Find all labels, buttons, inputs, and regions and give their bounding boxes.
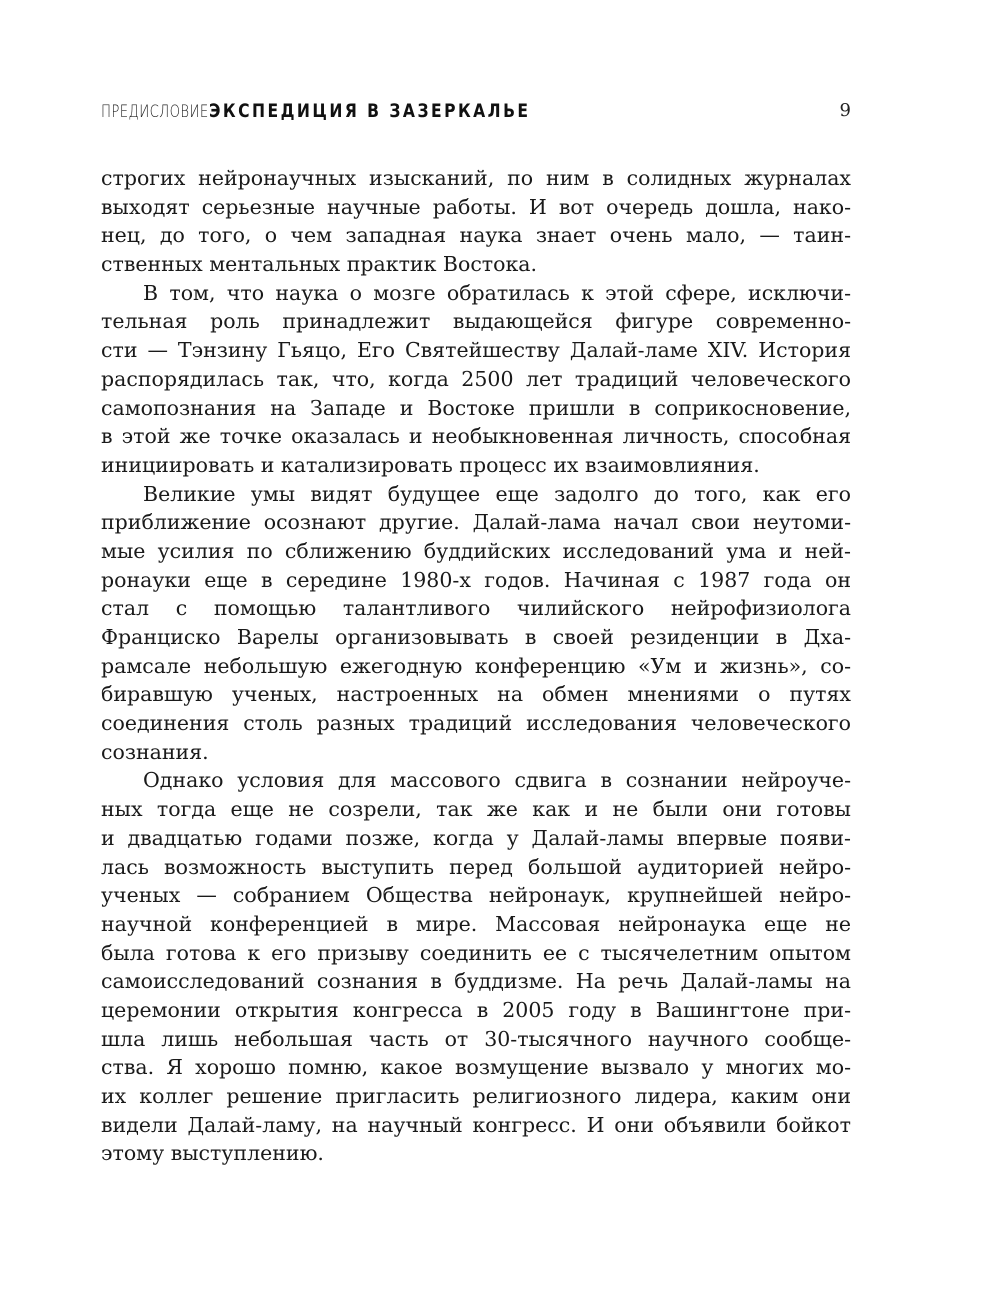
text-line: ных тогда еще не созрели, так же как и не были они готовы bbox=[101, 797, 851, 822]
text-line: этому выступлению. bbox=[101, 1141, 324, 1166]
text-line: самоисследований сознания в буддизме. На речь Далай-ламы на bbox=[101, 969, 851, 994]
text-line: научной конференцией в мире. Массовая нейронаука еще не bbox=[101, 911, 851, 936]
text-line: ства. Я хорошо помню, какое возмущение вызвало у многих мо- bbox=[101, 1055, 851, 1080]
text-line: приближение осознают другие. Далай-лама начал свои неутоми- bbox=[101, 510, 851, 535]
text-line: биравшую ученых, настроенных на обмен мнениями о путях bbox=[101, 682, 851, 707]
text-line: церемонии открытия конгресса в 2005 году в Вашингтоне при- bbox=[101, 997, 851, 1022]
text-line: ственных ментальных практик Востока. bbox=[101, 252, 538, 277]
text-line: Великие умы видят будущее еще задолго до того, как его bbox=[143, 481, 851, 506]
text-line: ученых — собранием Общества нейронаук, крупнейшей нейро- bbox=[101, 883, 851, 908]
text-line: стал с помощью талантливого чилийского нейрофизиолога bbox=[101, 596, 851, 621]
text-line: мые усилия по сближению буддийских исследований ума и ней- bbox=[101, 538, 851, 563]
body-text bbox=[101, 164, 851, 1168]
section-label: ПРЕДИСЛОВИЕ bbox=[101, 101, 209, 122]
text-line: соединения столь разных традиций исследования человеческого bbox=[101, 711, 851, 736]
text-line: была готова к его призыву соединить ее с тысячелетним опытом bbox=[101, 940, 851, 965]
text-line: их коллег решение пригласить религиозного лидера, каким они bbox=[101, 1084, 851, 1108]
text-line: рамсале небольшую ежегодную конференцию «Ум и жизнь», со- bbox=[101, 653, 851, 678]
text-line: тельная роль принадлежит выдающейся фигуре современно- bbox=[101, 309, 851, 334]
page-number: 9 bbox=[839, 100, 851, 121]
text-line: В том, что наука о мозге обратилась к этой сфере, исключи- bbox=[143, 280, 851, 305]
text-line: строгих нейронаучных изысканий, по ним в солидных журналах bbox=[101, 166, 851, 190]
text-line: сти — Тэнзину Гьяцо, Его Святейшеству Далай-ламе XIV. История bbox=[101, 338, 851, 363]
running-head bbox=[101, 94, 851, 128]
text-line: Однако условия для массового сдвига в сознании нейроуче- bbox=[143, 768, 851, 793]
text-line: и двадцатью годами позже, когда у Далай-ламы впервые появи- bbox=[101, 825, 851, 850]
text-line: распорядилась так, что, когда 2500 лет традиций человеческого bbox=[101, 366, 851, 391]
text-line: видели Далай-ламу, на научный конгресс. И они объявили бойкот bbox=[101, 1112, 851, 1137]
text-line: нец, до того, о чем западная наука знает очень мало, — таин- bbox=[101, 223, 851, 248]
text-line: в этой же точке оказалась и необыкновенная личность, способная bbox=[101, 424, 851, 449]
text-line: ронауки еще в середине 1980-х годов. Начиная с 1987 года он bbox=[101, 567, 851, 592]
text-line: выходят серьезные научные работы. И вот очередь дошла, нако- bbox=[101, 194, 851, 219]
text-line: Франциско Варелы организовывать в своей резиденции в Дха- bbox=[101, 625, 851, 649]
text-line: лась возможность выступить перед большой аудиторией нейро- bbox=[101, 854, 851, 879]
text-line: самопознания на Западе и Востоке пришли в соприкосновение, bbox=[101, 395, 851, 420]
text-line: сознания. bbox=[101, 739, 209, 764]
text-line: инициировать и катализировать процесс их взаимовлияния. bbox=[101, 452, 760, 477]
chapter-title: ЭКСПЕДИЦИЯ В ЗАЗЕРКАЛЬЕ bbox=[209, 100, 531, 122]
text-line: шла лишь небольшая часть от 30-тысячного научного сообще- bbox=[101, 1026, 851, 1051]
